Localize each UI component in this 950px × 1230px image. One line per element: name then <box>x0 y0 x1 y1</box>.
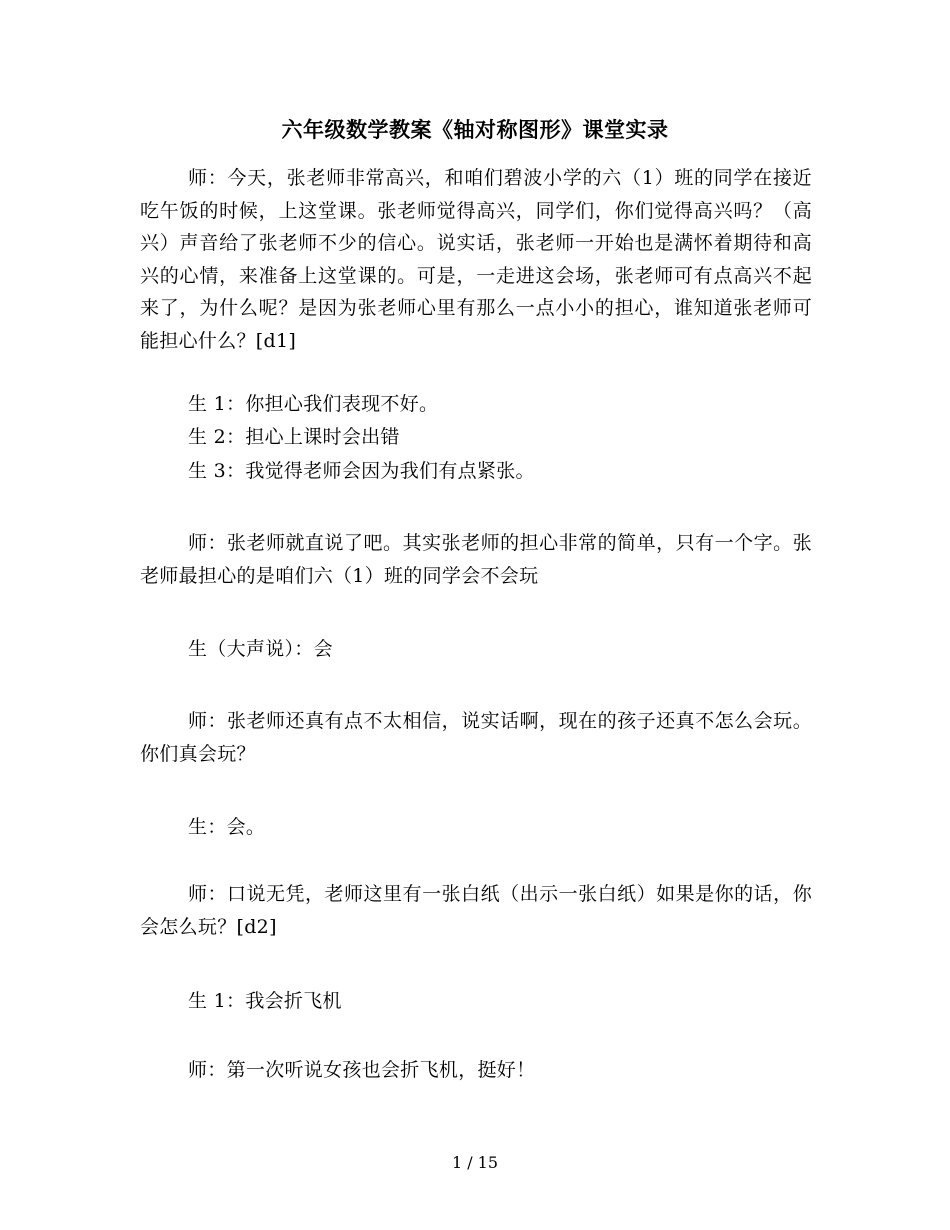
paragraph-students-yes: 生：会。 <box>188 816 266 838</box>
document-title: 六年级数学教案《轴对称图形》课堂实录 <box>281 117 669 142</box>
paragraph-student-2: 生 2：担心上课时会出错 <box>188 426 400 448</box>
paragraph-teacher-doubt: 师：张老师还真有点不太相信，说实话啊，现在的孩子还真不怎么会玩。你们真会玩？ <box>140 710 812 765</box>
paragraph-teacher-paper: 师：口说无凭，老师这里有一张白纸（出示一张白纸）如果是你的话，你会怎么玩？[d2] <box>140 883 812 938</box>
paragraph-teacher-worry: 师：张老师就直说了吧。其实张老师的担心非常的简单，只有一个字。张老师最担心的是咱们六（1）班的同学会不会玩 <box>140 532 812 587</box>
paragraph-student-1: 生 1：你担心我们表现不好。 <box>188 393 439 415</box>
paragraph-students-loud: 生（大声说）：会 <box>188 638 333 660</box>
paragraph-teacher-praise: 师：第一次听说女孩也会折飞机，挺好！ <box>188 1059 536 1081</box>
paragraph-teacher-opening: 师：今天，张老师非常高兴，和咱们碧波小学的六（1）班的同学在接近吃午饭的时候，上这堂课。张老师觉得高兴，同学们，你们觉得高兴吗？（高兴）声音给了张老师不少的信心。说实话，张老师一开始也是满怀着期待和高兴的心情，来准备上这堂课的。可是，一走进这会场，张老师可有点高兴不起来了，为什么呢？是因为张老师心里有那么一点小小的担心，谁知道张老师可能担心什么？[d1] <box>140 167 812 352</box>
page-number: 1 / 15 <box>451 1153 499 1172</box>
paragraph-student-plane: 生 1：我会折飞机 <box>188 990 342 1012</box>
paragraph-student-3: 生 3：我觉得老师会因为我们有点紧张。 <box>188 460 535 482</box>
